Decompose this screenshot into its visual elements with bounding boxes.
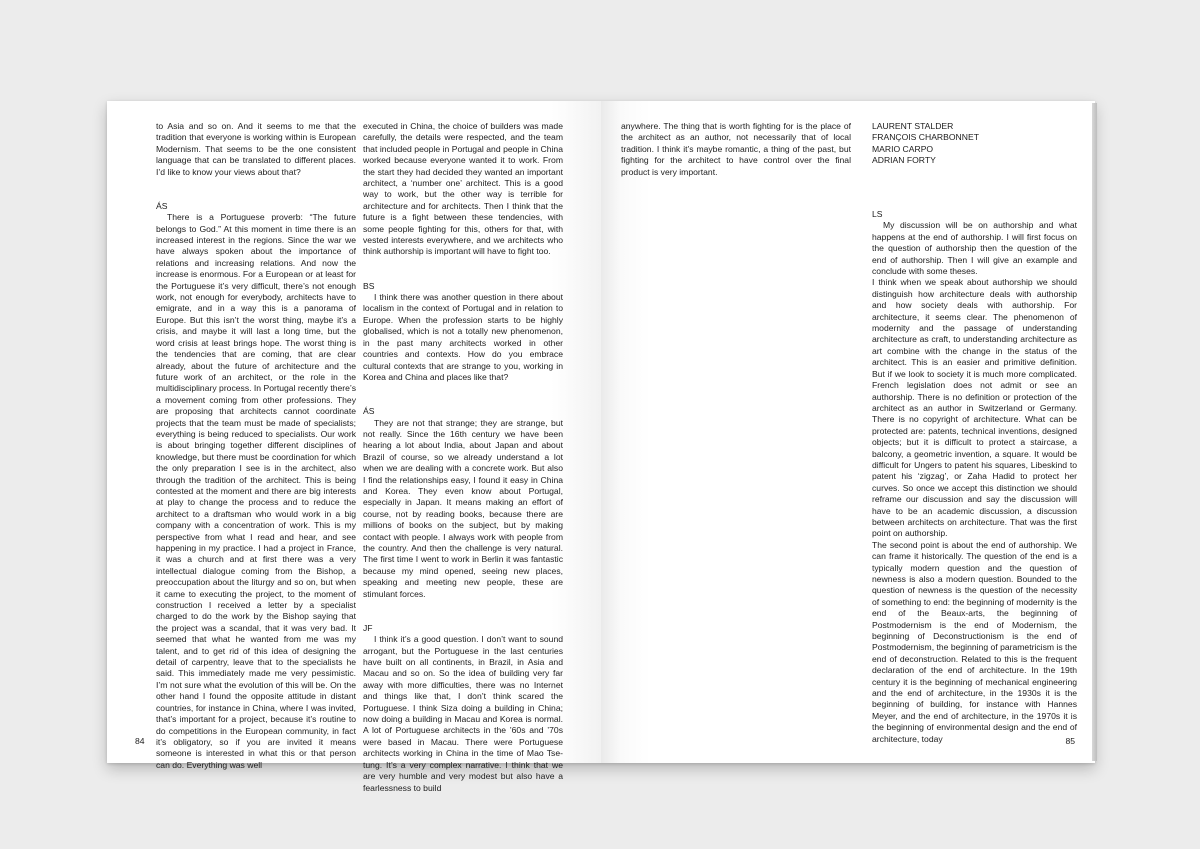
speaker-label: ÁS (156, 200, 168, 211)
paragraph: The second point is about the end of authorship. We can frame it historically. The question of the end is a typically modern question and the question of newness is also a modern question. Bounded to the question of newness is the question of the necessity of something to end: the beginning of modernity is the end of the Beaux-arts, the beginning of Postmodernism is the end of Modernism, the beginning of Deconstructionism is the end of Postmodernism, the beginning of parametricism is the end of deconstruction. Related to this is the frequent declaration of the end of architecture. In the 19th century it is the beginning of mechanical engineering and the end of architecture, in the 1930s it is the beginning of building, for instance with Hannes Meyer, and the end of architecture, in the 1970s it is the beginning of environmental design and the end of architecture, today (872, 539, 1077, 744)
paragraph: to Asia and so on. And it seems to me that the tradition that everyone is working within is European Modernism. That seems to be the one consistent language that can be translated to different places. I’d like to know your views about that? (156, 121, 356, 177)
paragraph: anywhere. The thing that is worth fighting for is the place of the architect as an author, not necessarily that of local tradition. I think it’s maybe romantic, a thing of the past, but fighting for the architect to have control over the final product is very important. (621, 121, 851, 177)
author-name: MARIO CARPO (872, 143, 934, 154)
speaker-label: BS (363, 280, 375, 291)
page-number-left: 84 (135, 736, 145, 746)
page-edge (1092, 103, 1097, 761)
speaker-label: JF (363, 622, 373, 633)
right-column-1 (621, 121, 851, 178)
left-column-1 (156, 121, 356, 771)
paragraph: They are not that strange; they are strange, but not really. Since the 16th century we have been hearing a lot about India, about Japan and about Brazil of course, so we already understand a lot when we are dealing with a concrete work. But also I find the relationships easy, I found it easy in China and Korea. They even know about Portugal, especially in Japan. It means making an effort of course, not by reading books, because there are millions of books on the subject, but by making contact with people. I always work with people from the country. And then the challenge is very natural. The first time I went to work in Berlin it was fantastic because my mind opened, seeing new places, speaking and meeting new people, these are stimulant forces. (363, 417, 563, 599)
page-number-right: 85 (1065, 736, 1075, 746)
left-column-2 (363, 121, 563, 794)
paragraph: My discussion will be on authorship and what happens at the end of authorship. I will first focus on the question of authorship then the question of the end of authorship. Then I will give an example and conclude with some theses. (872, 220, 1077, 277)
right-column-2 (872, 209, 1077, 745)
left-page (107, 101, 601, 793)
paragraph: I think it’s a good question. I don’t want to sound arrogant, but the Portuguese in the last centuries have built on all continents, in Brazil, in Asia and Macau and so on. So the idea of building very far away with more difficulties, there was no Internet and things like that, I don’t think scared the Portuguese. I think Siza doing a building in China; now doing a building in Macau and Korea is normal. A lot of Portuguese architects in the ’60s and ’70s were based in Macau. There were Portuguese architects working in China in the time of Mao Tse-tung. It’s a very complex narrative. I think that we are very humble and very modest but also have a fearlessness to build (363, 634, 563, 793)
author-name: LAURENT STALDER (872, 121, 954, 131)
right-page (601, 101, 1095, 763)
paragraph: I think when we speak about authorship we should distinguish how architecture deals with authorship and how society deals with authorship. For architecture, it seems clear. The phenomenon of modernity and the passage of understanding architecture as craft, to understanding architecture as art combine with the change in the status of the architect. This is an easier and primitive definition. But if we look to society it is much more complicated. French legislation does not admit or see an authorship. There is no definition or protection of the architect as an author in Switzerland or Germany. There is no copyright of architecture. What can be protected are: patents, technical inventions, designed objects; but it is difficult to protect a staircase, a balcony, a geometric invention, a square. It would be difficult for Ungers to patent his squares, Libeskind to patent his ‘zigzag’, or Zaha Hadid to protect her curves. So once we accept this distinction we should reframe our discussion and say the discussion will have to be an academic discussion, a discussion between architects on architecture. That was the first point on authorship. (872, 277, 1077, 539)
speaker-label: ÁS (363, 406, 375, 417)
paragraph: executed in China, the choice of builders was made carefully, the details were respected, and the team that included people in Portugal and people in China worked because everyone wanted it to work. From the start they had decided they wanted an important architect, a ‘number one’ architect. This is a good way to work, but the other way is terrible for architecture and for architects. Then I think that the future is a fight between these tendencies, with some people fighting for this, others for that, with vested interests everywhere, and we architects who think authorship is important will have to fight too. (363, 121, 563, 257)
paragraph: There is a Portuguese proverb: “The future belongs to God.” At this moment in time there is an increased interest in the regions. Since the war we have always spoken about the importance of relations and increasing relations. And now the increase is enormous. For a European or at least for the Portuguese it’s very difficult, there’s not enough work, not enough for everybody, architects have to emigrate, and in a way this is a panorama of Europe. But this isn’t the worst thing, maybe it’s a crisis, and maybe it will last a long time, but the word crisis at least brings hope. The worst thing is the tendencies that are coming, that are clear already, about the future of architecture and the future work of an architect, or the role in the multidisciplinary process. In Portugal recently there’s a movement coming from other professions. They are proposing that architects cannot coordinate projects that the team must be made of specialists; everything is being reduced to specialists. Our work is about bringing together different disciplines of knowledge, but there must be coordination for which the only preparation I see is in the architect, also through the tradition of the architect. This is being contested at the moment and there are big interests at play to change the process and to reduce the architect to a draftsman who would work in a big company with a concentration of work. This is my perspective from what I read and hear, and see happening in my practice. I had a project in France, it was a church and at first there was a very intellectual dialogue coming from the Bishop, a preoccupation about the liturgy and so on, but when it came to executing the project, to the moment of construction I received a letter by a specialist charged to do the work by the Bishop saying that the project was a scandal, that it was very bad. It seemed that what he wanted from me was my talent, and to get rid of this idea of designing the detail of carpentry, leave that to the specialists he said. This immediately made me very pessimistic. I’m not sure what the evolution of this will be. On the other hand I found the opposite attitude in distant countries, for instance in China, where I was invited, that’s important for a project, because it’s routine to do competitions in the European community, in fact it’s obligatory, so if you are invited it means someone is interested in what this or that person can do. Everything was well (156, 212, 356, 770)
book-spread (107, 101, 1095, 793)
speaker-label: LS (872, 209, 883, 219)
author-name: FRANÇOIS CHARBONNET (872, 132, 979, 143)
paragraph: I think there was another question in there about localism in the context of Portugal and in relation to Europe. When the profession starts to be highly globalised, which is not a totally new phenomenon, in the past many architects worked in other countries and contexts. How do you embrace cultural contexts that are strange to you, working in Korea and China and places like that? (363, 292, 563, 382)
author-list (872, 121, 979, 167)
author-name: ADRIAN FORTY (872, 155, 936, 166)
